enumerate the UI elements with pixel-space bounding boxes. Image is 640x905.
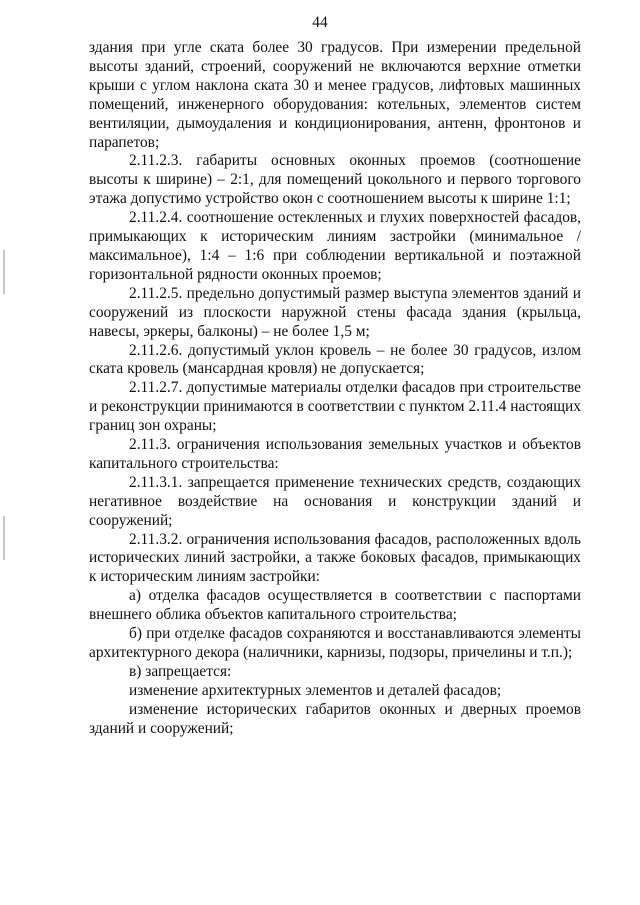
- paragraph: 2.11.2.7. допустимые материалы отделки фасадов при строительстве и реконструкции принимаются в соответствии с пунктом 2.11.4 настоящих границ зон охраны;: [89, 379, 581, 435]
- paragraph: а) отделка фасадов осуществляется в соответствии с паспортами внешнего облика объектов капитального строительства;: [89, 587, 581, 624]
- paragraph: 2.11.2.6. допустимый уклон кровель – не более 30 градусов, излом ската кровель (мансардная кровля) не допускается;: [89, 341, 581, 378]
- paragraph: 2.11.3.2. ограничения использования фасадов, расположенных вдоль исторических линий застройки, а также боковых фасадов, примыкающих к историческим линиям застройки:: [89, 530, 581, 586]
- paragraph: изменение исторических габаритов оконных и дверных проемов зданий и сооружений;: [89, 700, 581, 737]
- scan-edge-mark: [3, 250, 5, 294]
- paragraph: 2.11.2.5. предельно допустимый размер выступа элементов зданий и сооружений из плоскости наружной стены фасада здания (крыльца, навесы, эркеры, балконы) – не более 1,5 м;: [89, 284, 581, 340]
- paragraph: здания при угле ската более 30 градусов. При измерении предельной высоты зданий, строений, сооружений не включаются верхние отметки крыши с углом наклона ската 30 и менее градусов, лифтовых машинных помещений, инженерного оборудования: котельных, элементов систем вентиляции, дымоудаления и кондиционирования, антенн, фронтонов и парапетов;: [89, 39, 581, 151]
- document-body: [89, 39, 581, 739]
- paragraph: изменение архитектурных элементов и деталей фасадов;: [129, 681, 502, 699]
- paragraph: в) запрещается:: [129, 662, 232, 680]
- paragraph: б) при отделке фасадов сохраняются и восстанавливаются элементы архитектурного декора (наличники, карнизы, подзоры, причелины и т.п.);: [89, 625, 581, 661]
- paragraph: 2.11.2.4. соотношение остекленных и глухих поверхностей фасадов, примыкающих к историческим линиям застройки (минимальное / максимальное), 1:4 – 1:6 при соблюдении вертикальной и поэтажной горизонтальной рядности оконных проемов;: [89, 209, 581, 283]
- paragraph: 2.11.3.1. запрещается применение технических средств, создающих негативное воздействие на основания и конструкции зданий и сооружений;: [89, 473, 581, 529]
- scan-edge-mark: [3, 516, 5, 560]
- paragraph: 2.11.3. ограничения использования земельных участков и объектов капитального строительства:: [89, 436, 581, 472]
- page-number: 44: [312, 14, 328, 31]
- paragraph: 2.11.2.3. габариты основных оконных проемов (соотношение высоты к ширине) – 2:1, для помещений цокольного и первого торгового этажа допустимо устройство окон с соотношением высоты к ширине 1:1;: [89, 152, 581, 208]
